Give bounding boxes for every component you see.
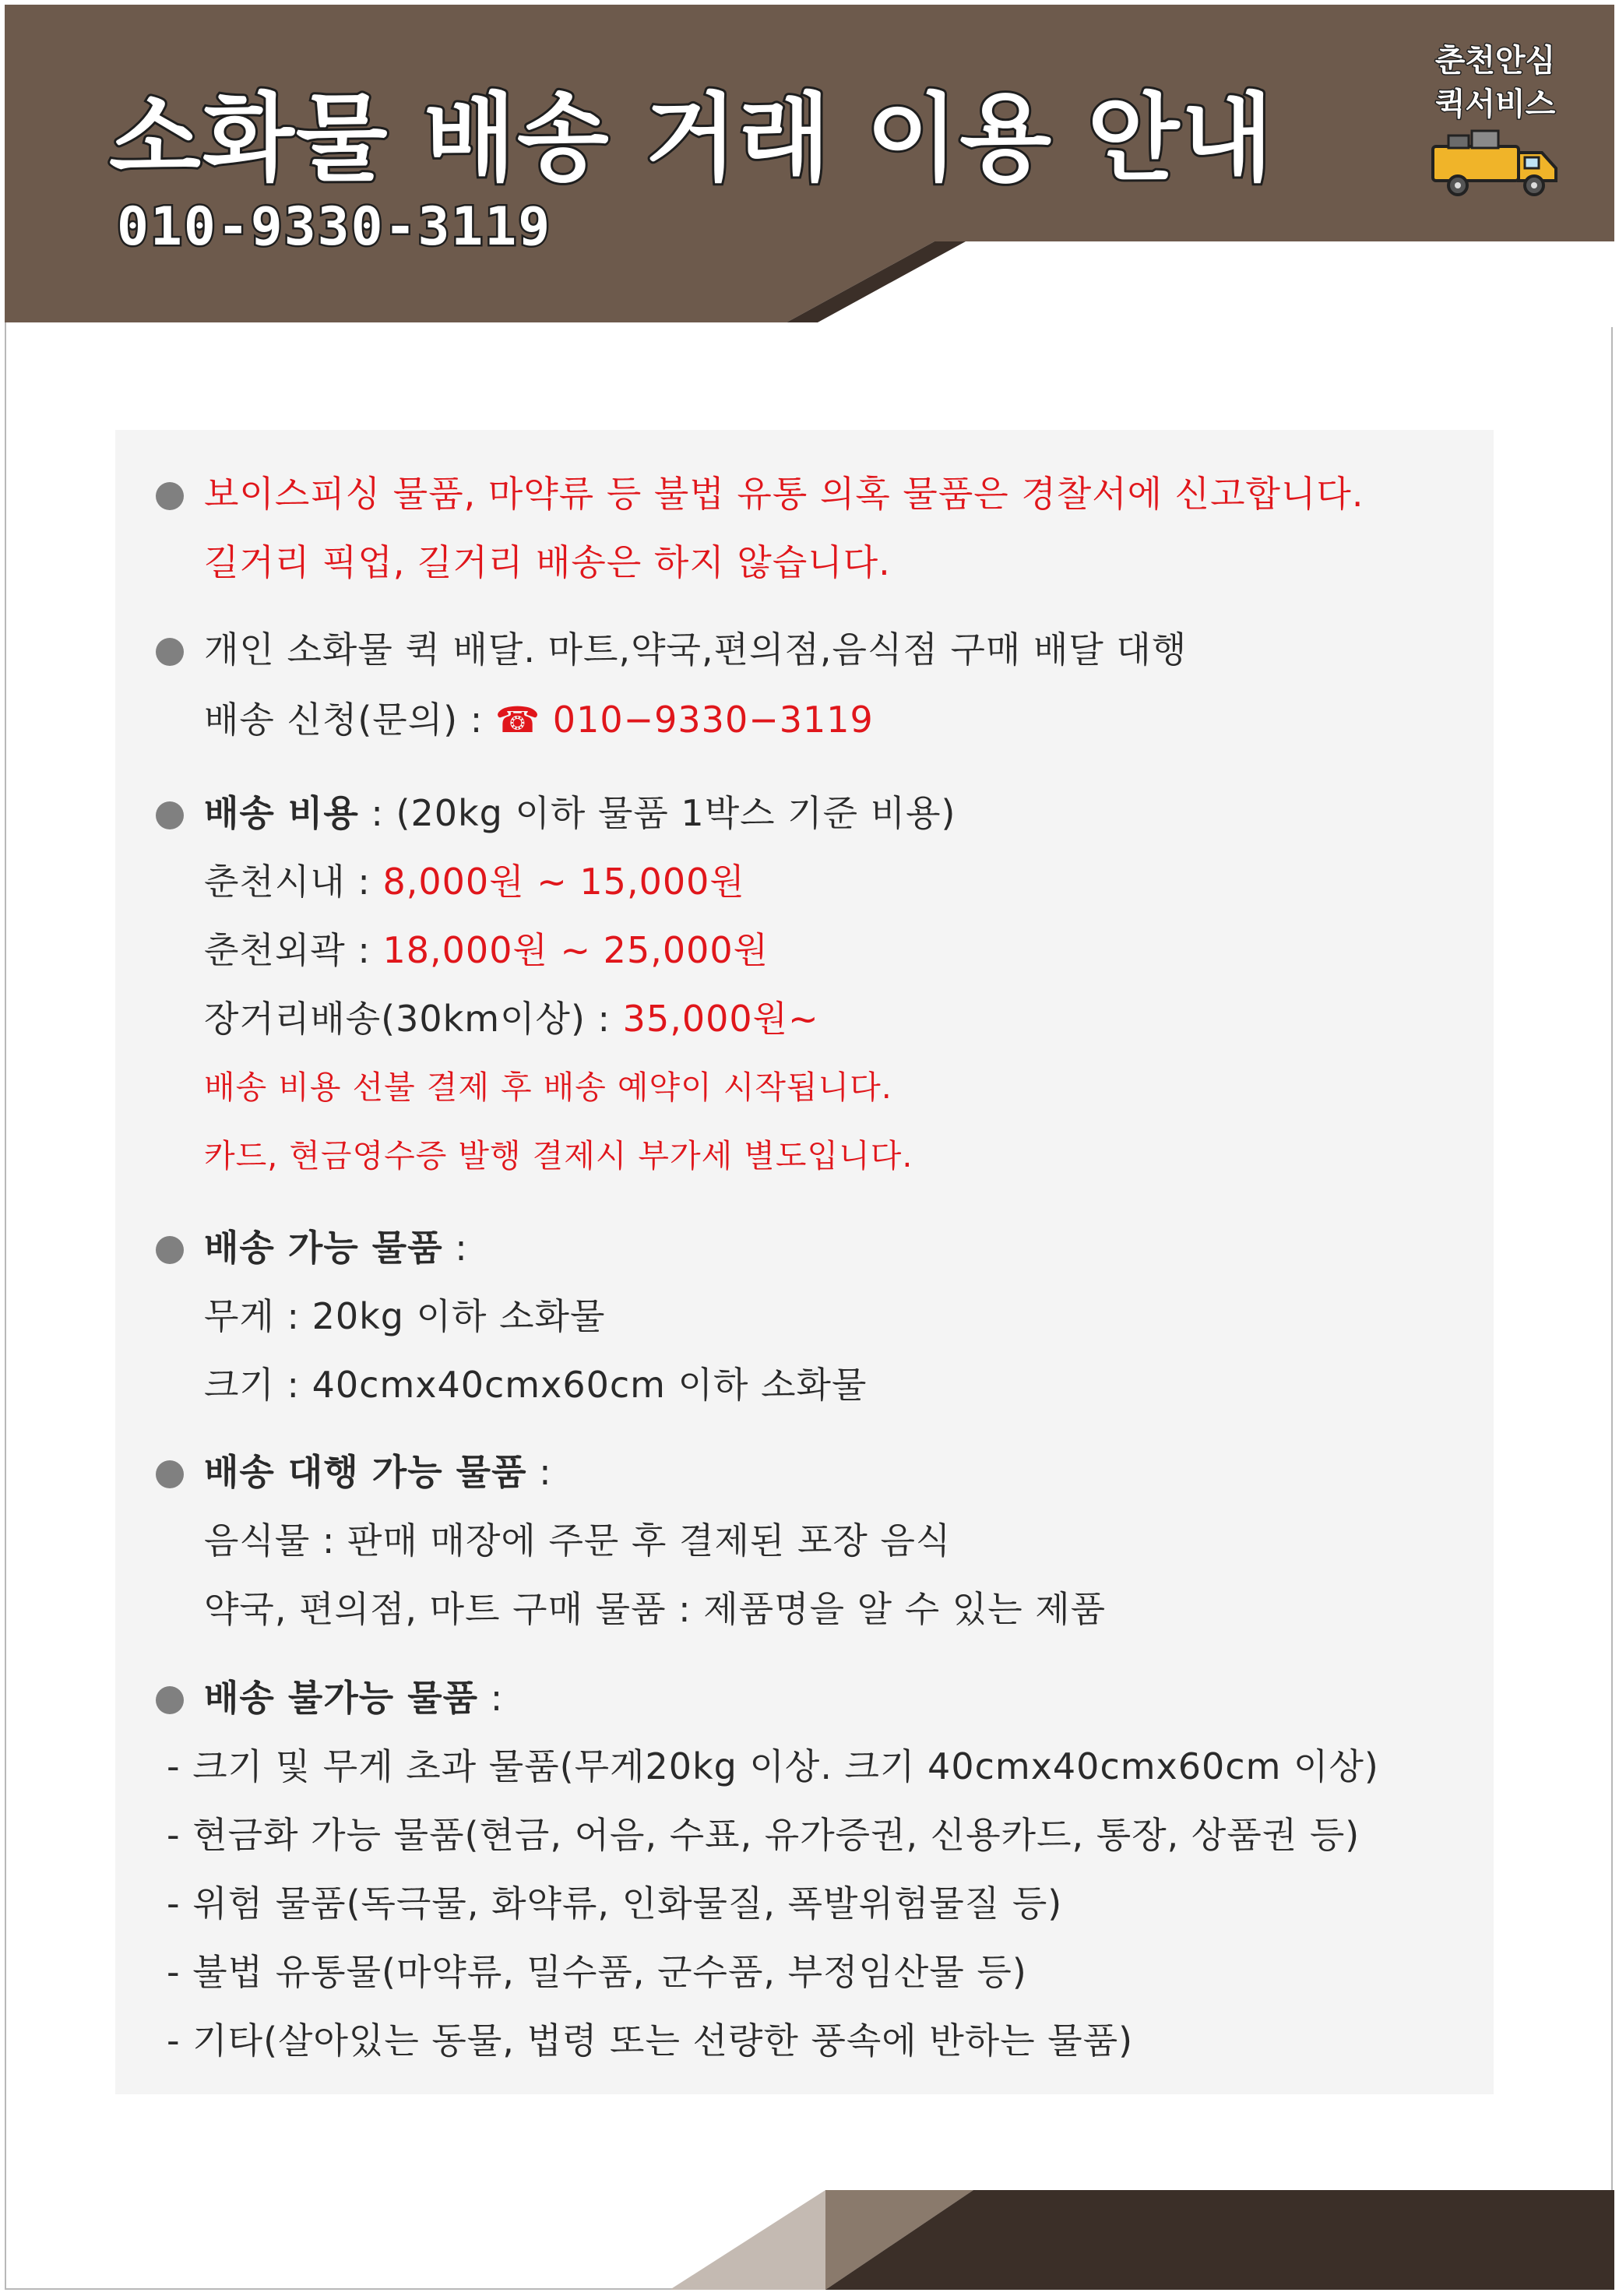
delivery-truck-icon bbox=[1425, 125, 1565, 202]
proxy-heading-suffix: : bbox=[526, 1451, 552, 1493]
bullet-icon bbox=[156, 1686, 184, 1714]
cost-row-long-distance bbox=[204, 995, 819, 1042]
prohibited-item: - 기타(살아있는 동물, 법령 또는 선량한 풍속에 반하는 물품) bbox=[167, 2020, 1134, 2062]
telephone-icon: ☎ bbox=[494, 699, 541, 741]
cost-row-value: 8,000원 ~ 15,000원 bbox=[382, 861, 745, 903]
cost-row-city bbox=[204, 858, 745, 905]
cost-note-prepay: 배송 비용 선불 결제 후 배송 예약이 시작됩니다. bbox=[204, 1069, 892, 1106]
cost-heading-note: : (20kg 이하 물품 1박스 기준 비용) bbox=[358, 792, 956, 834]
cost-row-label: 춘천외곽 : bbox=[204, 929, 383, 971]
cost-heading-label: 배송 비용 bbox=[204, 792, 359, 834]
bullet-icon bbox=[156, 638, 184, 666]
apply-row bbox=[204, 696, 874, 743]
proxy-heading-label: 배송 대행 가능 물품 bbox=[204, 1451, 527, 1493]
header-phone-number[interactable]: 010-9330-3119 bbox=[117, 196, 552, 258]
cost-row-label: 춘천시내 : bbox=[204, 861, 383, 903]
notice-line-1: 보이스피싱 물품, 마약류 등 불법 유통 의혹 물품은 경찰서에 신고합니다. bbox=[204, 473, 1364, 515]
brand-line-1: 춘천안심 bbox=[1434, 43, 1556, 79]
allowed-weight: 무게 : 20kg 이하 소화물 bbox=[204, 1295, 606, 1337]
prohibited-heading-suffix: : bbox=[478, 1677, 504, 1719]
notice-line-2: 길거리 픽업, 길거리 배송은 하지 않습니다. bbox=[204, 541, 891, 583]
cost-row-value: 18,000원 ~ 25,000원 bbox=[382, 929, 769, 971]
bullet-icon bbox=[156, 482, 184, 510]
brand-logo bbox=[1417, 39, 1573, 126]
prohibited-item: - 위험 물품(독극물, 화약류, 인화물질, 폭발위험물질 등) bbox=[167, 1882, 1063, 1924]
bullet-icon bbox=[156, 801, 184, 829]
cost-row-value: 35,000원~ bbox=[622, 998, 819, 1040]
prohibited-item: - 불법 유통물(마약류, 밀수품, 군수품, 부정임산물 등) bbox=[167, 1951, 1027, 1993]
prohibited-heading bbox=[204, 1674, 503, 1721]
cost-heading bbox=[204, 790, 956, 836]
allowed-heading-label: 배송 가능 물품 bbox=[204, 1227, 443, 1269]
brand-line-2: 퀵서비스 bbox=[1434, 86, 1556, 122]
proxy-heading bbox=[204, 1449, 552, 1495]
allowed-size: 크기 : 40cmx40cmx60cm 이하 소화물 bbox=[204, 1364, 868, 1406]
bullet-icon bbox=[156, 1460, 184, 1488]
apply-phone-number[interactable]: 010−9330−3119 bbox=[540, 699, 874, 741]
bullet-icon bbox=[156, 1236, 184, 1264]
proxy-store: 약국, 편의점, 마트 구매 물품 : 제품명을 알 수 있는 제품 bbox=[204, 1588, 1107, 1630]
proxy-food: 음식물 : 판매 매장에 주문 후 결제된 포장 음식 bbox=[204, 1520, 952, 1562]
info-panel bbox=[115, 430, 1494, 2094]
allowed-heading bbox=[204, 1224, 468, 1271]
prohibited-heading-label: 배송 불가능 물품 bbox=[204, 1677, 479, 1719]
page-title: 소화물 배송 거래 이용 안내 bbox=[109, 83, 1275, 194]
prohibited-item: - 현금화 가능 물품(현금, 어음, 수표, 유가증권, 신용카드, 통장, 상품권 등) bbox=[167, 1814, 1360, 1856]
cost-note-vat: 카드, 현금영수증 발행 결제시 부가세 별도입니다. bbox=[204, 1137, 913, 1174]
apply-label: 배송 신청(문의) : bbox=[204, 699, 495, 741]
cost-row-label: 장거리배송(30km이상) : bbox=[204, 998, 623, 1040]
prohibited-item: - 크기 및 무게 초과 물품(무게20kg 이상. 크기 40cmx40cmx60cm 이상) bbox=[167, 1745, 1379, 1787]
allowed-heading-suffix: : bbox=[442, 1227, 468, 1269]
service-description: 개인 소화물 퀵 배달. 마트,약국,편의점,음식점 구매 배달 대행 bbox=[204, 629, 1188, 671]
footer-decoration bbox=[0, 2181, 1619, 2296]
cost-row-outskirts bbox=[204, 927, 769, 974]
